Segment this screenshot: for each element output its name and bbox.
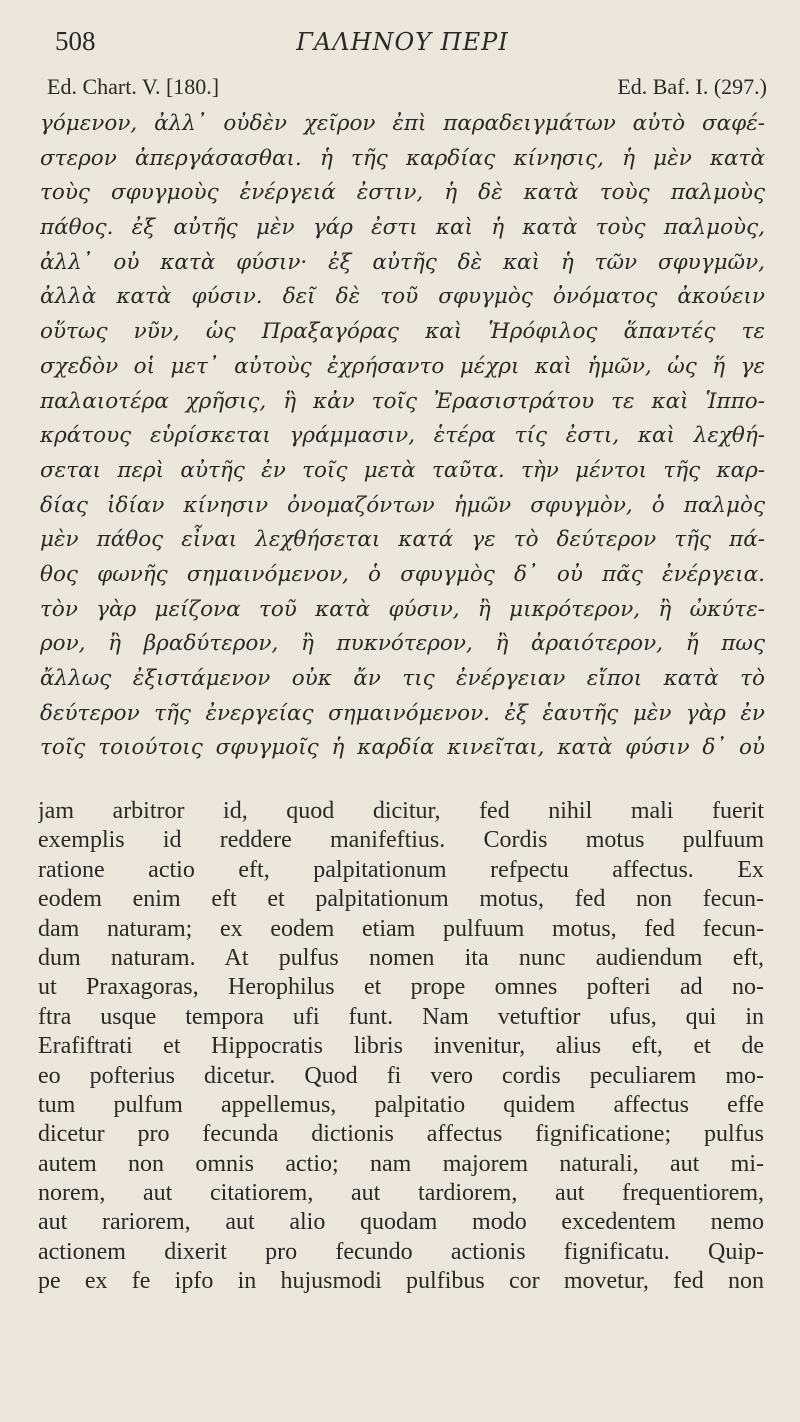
greek-text-block [40,107,765,766]
greek-text-line: σεται περὶ αὐτῆς ἐν τοῖς μετὰ ταῦτα. τὴν μέντοι τῆς καρ- [40,457,765,483]
greek-text-line: θος φωνῆς σημαινόμενον, ὁ σφυγμὸς δ᾽ οὐ πᾶς ἐνέργεια. [40,561,765,587]
latin-text-line: exemplis id reddere manifeftius. Cordis motus pulfuum [38,827,764,854]
latin-text-line: dum naturam. At pulfus nomen ita nunc audiendum eft, [38,944,764,971]
greek-text-line: οὕτως νῦν, ὡς Πραξαγόρας καὶ Ἡρόφιλος ἅπαντές τε [40,319,765,345]
latin-text-line: dicetur pro fecunda dictionis affectus fignificatione; pulfus [38,1121,764,1148]
edition-basel-reference: Ed. Baf. I. (297.) [617,74,767,99]
page-number: 508 [55,26,96,56]
greek-text-line: τοὺς σφυγμοὺς ἐνέργειά ἐστιν, ἡ δὲ κατὰ τοὺς παλμοὺς [40,180,765,206]
greek-text-line: παλαιοτέρα χρῆσις, ἣ κἀν τοῖς Ἐρασιστράτου τε καὶ Ἱππο- [40,388,765,414]
greek-text-line: κράτους εὑρίσκεται γράμμασιν, ἑτέρα τίς ἐστι, καὶ λεχθή- [40,423,765,449]
latin-text-line: Erafiftrati et Hippocratis libris invenitur, alius eft, et de [38,1033,764,1060]
greek-text-line: δίας ἰδίαν κίνησιν ὀνομαζόντων ἡμῶν σφυγμὸν, ὁ παλμὸς [40,492,765,518]
latin-text-line: jam arbitror id, quod dicitur, fed nihil mali fuerit [38,798,764,824]
latin-text-line: aut rariorem, aut alio quodam modo excedentem nemo [38,1209,764,1236]
greek-text-line: στερον ἀπεργάσασθαι. ἡ τῆς καρδίας κίνησις, ἡ μὲν κατὰ [40,145,765,171]
edition-chartier-reference: Ed. Chart. V. [180.] [47,74,220,99]
latin-text-line: ftra usque tempora ufi funt. Nam vetuftior ufus, qui in [38,1003,764,1030]
greek-text-line: γόμενον, ἀλλ᾽ οὐδὲν χεῖρον ἐπὶ παραδειγμάτων αὐτὸ σαφέ- [40,111,765,136]
edition-reference-line [47,74,767,104]
latin-text-line: eodem enim eft et palpitationum motus, fed non fecun- [38,886,764,913]
latin-text-line: dam naturam; ex eodem etiam pulfuum motus, fed fecun- [38,915,764,942]
latin-text-line: pe ex fe ipfo in hujusmodi pulfibus cor movetur, fed non [38,1268,764,1295]
latin-text-line: ratione actio eft, palpitationum refpectu affectus. Ex [38,856,764,883]
latin-text-block [38,797,764,1297]
latin-text-line: norem, aut citatiorem, aut tardiorem, aut frequentiorem, [38,1180,764,1207]
latin-text-line: autem non omnis actio; nam majorem naturali, aut mi- [38,1150,764,1177]
greek-text-line: μὲν πάθος εἶναι λεχθήσεται κατά γε τὸ δεύτερον τῆς πά- [40,527,765,553]
greek-text-line: ρον, ἢ βραδύτερον, ἢ πυκνότερον, ἢ ἀραιότερον, ἤ πως [40,631,765,657]
greek-text-line: δεύτερον τῆς ἐνεργείας σημαινόμενον. ἐξ ἑαυτῆς μὲν γὰρ ἐν [40,700,765,726]
latin-text-line: eo pofterius dicetur. Quod fi vero cordis peculiarem mo- [38,1062,764,1089]
latin-text-line: actionem dixerit pro fecundo actionis fignificatu. Quip- [38,1238,764,1265]
greek-text-line: τὸν γὰρ μείζονα τοῦ κατὰ φύσιν, ἢ μικρότερον, ἢ ὠκύτε- [40,596,765,622]
running-title: ΓΑΛΗΝΟΥ ΠΕΡΙ [296,28,509,56]
greek-text-line: σχεδὸν οἱ μετ᾽ αὐτοὺς ἐχρήσαντο μέχρι καὶ ἡμῶν, ὡς ἥ γε [40,353,765,379]
greek-text-line: ἀλλὰ κατὰ φύσιν. δεῖ δὲ τοῦ σφυγμὸς ὀνόματος ἀκούειν [40,284,765,310]
latin-text-line: ut Praxagoras, Herophilus et prope omnes pofteri ad no- [38,974,764,1001]
greek-text-line: τοῖς τοιούτοις σφυγμοῖς ἡ καρδία κινεῖται, κατὰ φύσιν δ᾽ οὐ [40,735,765,761]
greek-text-line: ἀλλ᾽ οὐ κατὰ φύσιν· ἐξ αὐτῆς δὲ καὶ ἡ τῶν σφυγμῶν, [40,249,765,275]
page-header [40,26,765,64]
greek-text-line: πάθος. ἐξ αὐτῆς μὲν γάρ ἐστι καὶ ἡ κατὰ τοὺς παλμοὺς, [40,215,765,241]
latin-text-line: tum pulfum appellemus, palpitatio quidem affectus effe [38,1091,764,1118]
greek-text-line: ἄλλως ἐξιστάμενον οὐκ ἄν τις ἐνέργειαν εἴποι κατὰ τὸ [40,666,765,691]
